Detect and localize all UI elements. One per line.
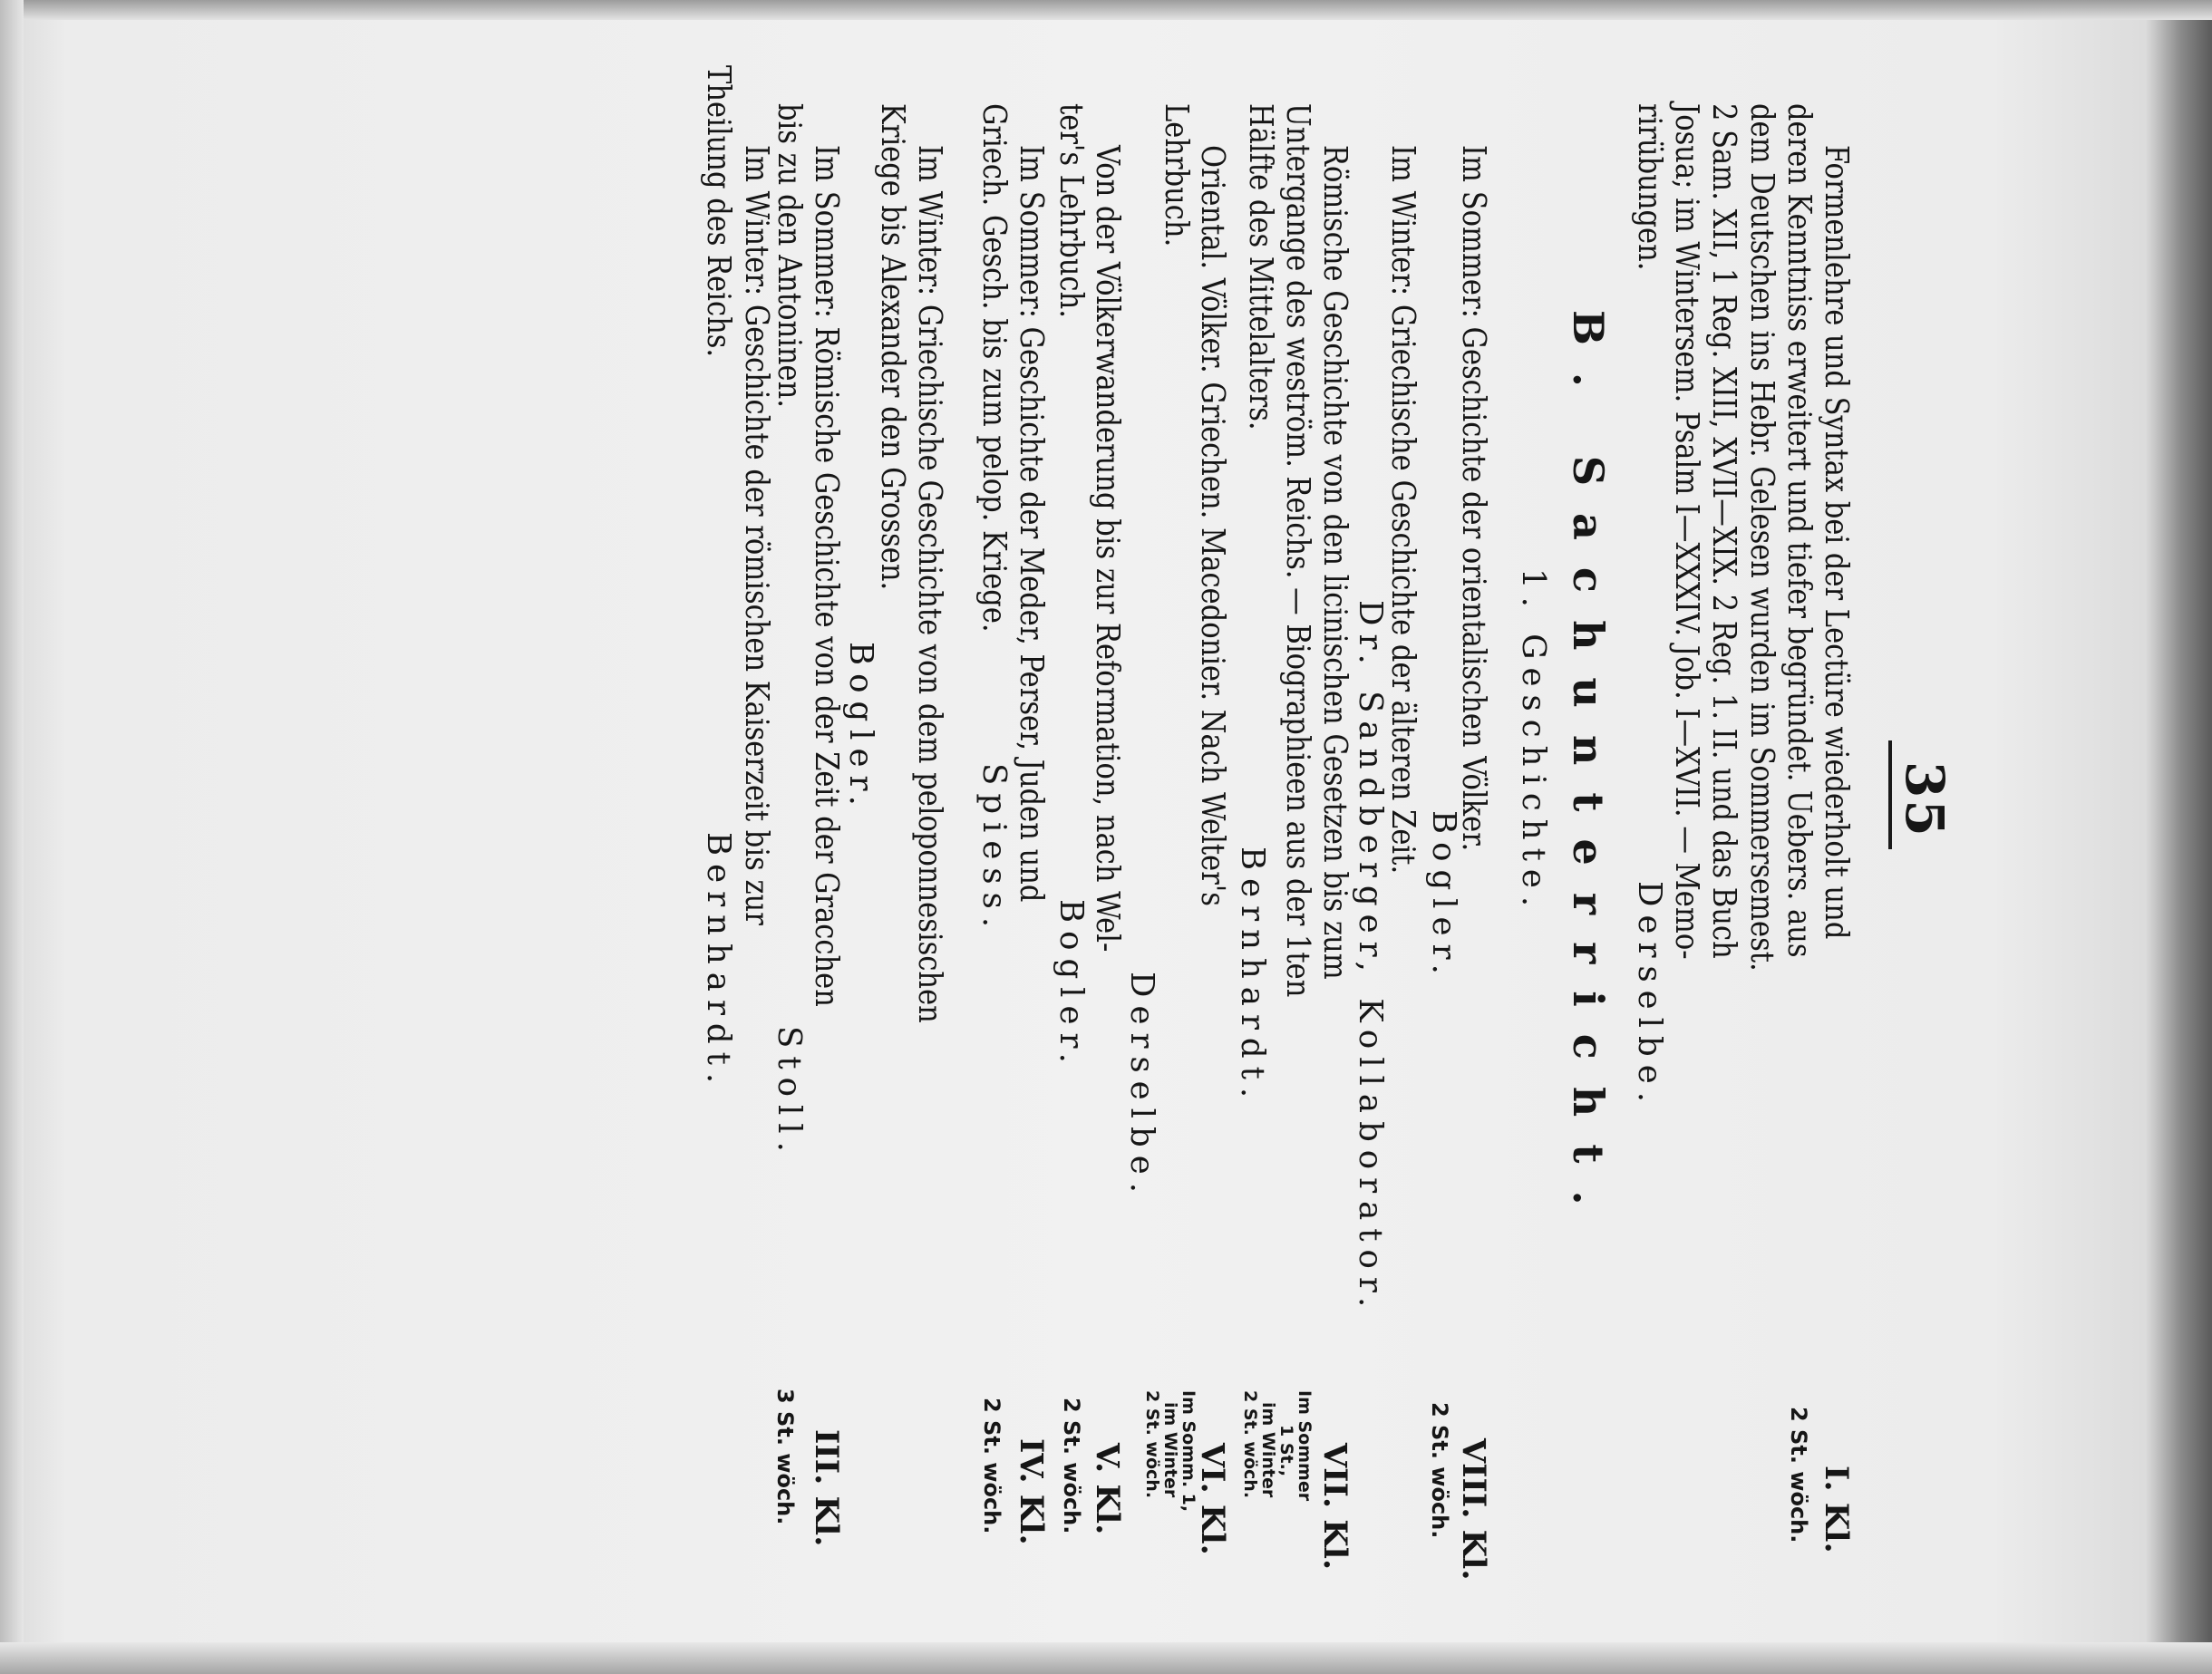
hours-label: Im Sommer xyxy=(1295,1390,1315,1502)
text-line: Von der Völkerwanderung bis zur Reformation, nach Wel- xyxy=(1089,145,1126,953)
text-line: Theilung des Reichs. xyxy=(700,65,737,358)
class-label: V. Kl. xyxy=(1089,1443,1126,1535)
hours-label: 2 St. wöch. xyxy=(1142,1390,1162,1499)
teacher-name: Bogler. xyxy=(1053,899,1090,1071)
teacher-name: Bernhardt. xyxy=(700,832,737,1092)
hours-label: 2 St. wöch. xyxy=(1786,1407,1811,1543)
class-label: VII. Kl. xyxy=(1316,1443,1353,1571)
text-line: rirübungen. xyxy=(1631,103,1668,271)
section-heading: B. Sachunterricht. xyxy=(1564,310,1613,1233)
teacher-name: Spiess. xyxy=(975,763,1013,936)
text-line: Im Winter: Griechische Geschichte der älteren Zeit. xyxy=(1384,145,1421,875)
class-label: VI. Kl. xyxy=(1194,1443,1231,1555)
hours-label: 2 St. wöch. xyxy=(1240,1390,1260,1499)
hours-label: 2 St. wöch. xyxy=(979,1398,1004,1534)
teacher-name: Derselbe. xyxy=(1631,881,1668,1111)
teacher-name: Derselbe. xyxy=(1123,972,1160,1202)
text-line: Im Sommer: Römische Geschichte von der Zeit der Gracchen xyxy=(808,145,845,1007)
text-line: Josua; im Wintersem. Psalm I—XXXIV. Job. I—XVII. — Memo- xyxy=(1668,103,1705,960)
text-line: Untergange des weström. Reichs. — Biographieen aus der 1ten xyxy=(1279,103,1316,998)
page-number: 35 xyxy=(1894,761,1955,838)
class-label: III. Kl. xyxy=(808,1429,845,1547)
text-line: bis zu den Antoninen. xyxy=(771,103,808,409)
hours-label: im Winter xyxy=(1160,1402,1180,1498)
text-line: Lehrbuch. xyxy=(1158,103,1195,247)
page-number-rule xyxy=(1888,740,1892,849)
text-line: Im Winter: Geschichte der römischen Kaiserzeit bis zur xyxy=(738,145,775,925)
text-line: ter's Lehrbuch. xyxy=(1053,103,1090,318)
text-line: Im Sommer: Geschichte der Meder, Perser, Juden und xyxy=(1013,145,1050,903)
hours-label: 1 St., xyxy=(1276,1425,1296,1477)
text-line: Kriege bis Alexander den Grossen. xyxy=(874,103,911,591)
text-line: deren Kenntniss erweitert und tiefer begründet. Uebers. aus xyxy=(1780,103,1818,958)
hours-label: im Winter xyxy=(1258,1402,1278,1498)
class-label: I. Kl. xyxy=(1818,1466,1855,1553)
hours-label: 3 St. wöch. xyxy=(772,1389,798,1525)
text-line: Römische Geschichte von den licinischen Gesetzen bis zum xyxy=(1316,145,1353,980)
text-line: Formenlehre und Syntax bei der Lectüre wiederholt und xyxy=(1818,145,1855,940)
scan-left-edge xyxy=(0,0,24,1674)
text-line: Im Winter: Griechische Geschichte von dem peloponnesischen xyxy=(911,145,948,1023)
hours-label: 2 St. wöch. xyxy=(1059,1398,1084,1534)
text-line: dem Deutschen ins Hebr. Gelesen wurden im Sommersemest. xyxy=(1743,103,1780,972)
text-line: Griech. Gesch. bis zum pelop. Kriege. xyxy=(975,103,1013,633)
text-line: Oriental. Völker. Griechen. Macedonier. Nach Welter's xyxy=(1194,145,1231,906)
class-label: IV. Kl. xyxy=(1013,1438,1050,1545)
text-line: Hälfte des Mittelalters. xyxy=(1242,103,1279,431)
teacher-name: Dr. Sandberger, Kollaborator. xyxy=(1352,600,1389,1316)
teacher-name: Stoll. xyxy=(771,1026,808,1160)
class-label: VIII. Kl. xyxy=(1455,1438,1492,1581)
scan-bottom-edge xyxy=(0,1642,2212,1674)
teacher-name: Bernhardt. xyxy=(1234,847,1271,1107)
text-line: Im Sommer: Geschichte der orientalischen Völker. xyxy=(1455,145,1492,852)
scan-top-edge xyxy=(0,0,2212,20)
hours-label: 2 St. wöch. xyxy=(1427,1402,1452,1539)
text-line: 2 Sam. XII, 1 Reg. XIII, XVII—XIX. 2 Reg. 1. II. und das Buch xyxy=(1705,103,1742,959)
teacher-name: Bogler. xyxy=(842,642,879,814)
teacher-name: Bogler. xyxy=(1425,810,1462,982)
hours-label: Im Somm. 1, xyxy=(1179,1390,1198,1513)
subsection-heading: 1. Geschichte. xyxy=(1515,568,1552,915)
rotated-book-page xyxy=(378,65,1955,1606)
